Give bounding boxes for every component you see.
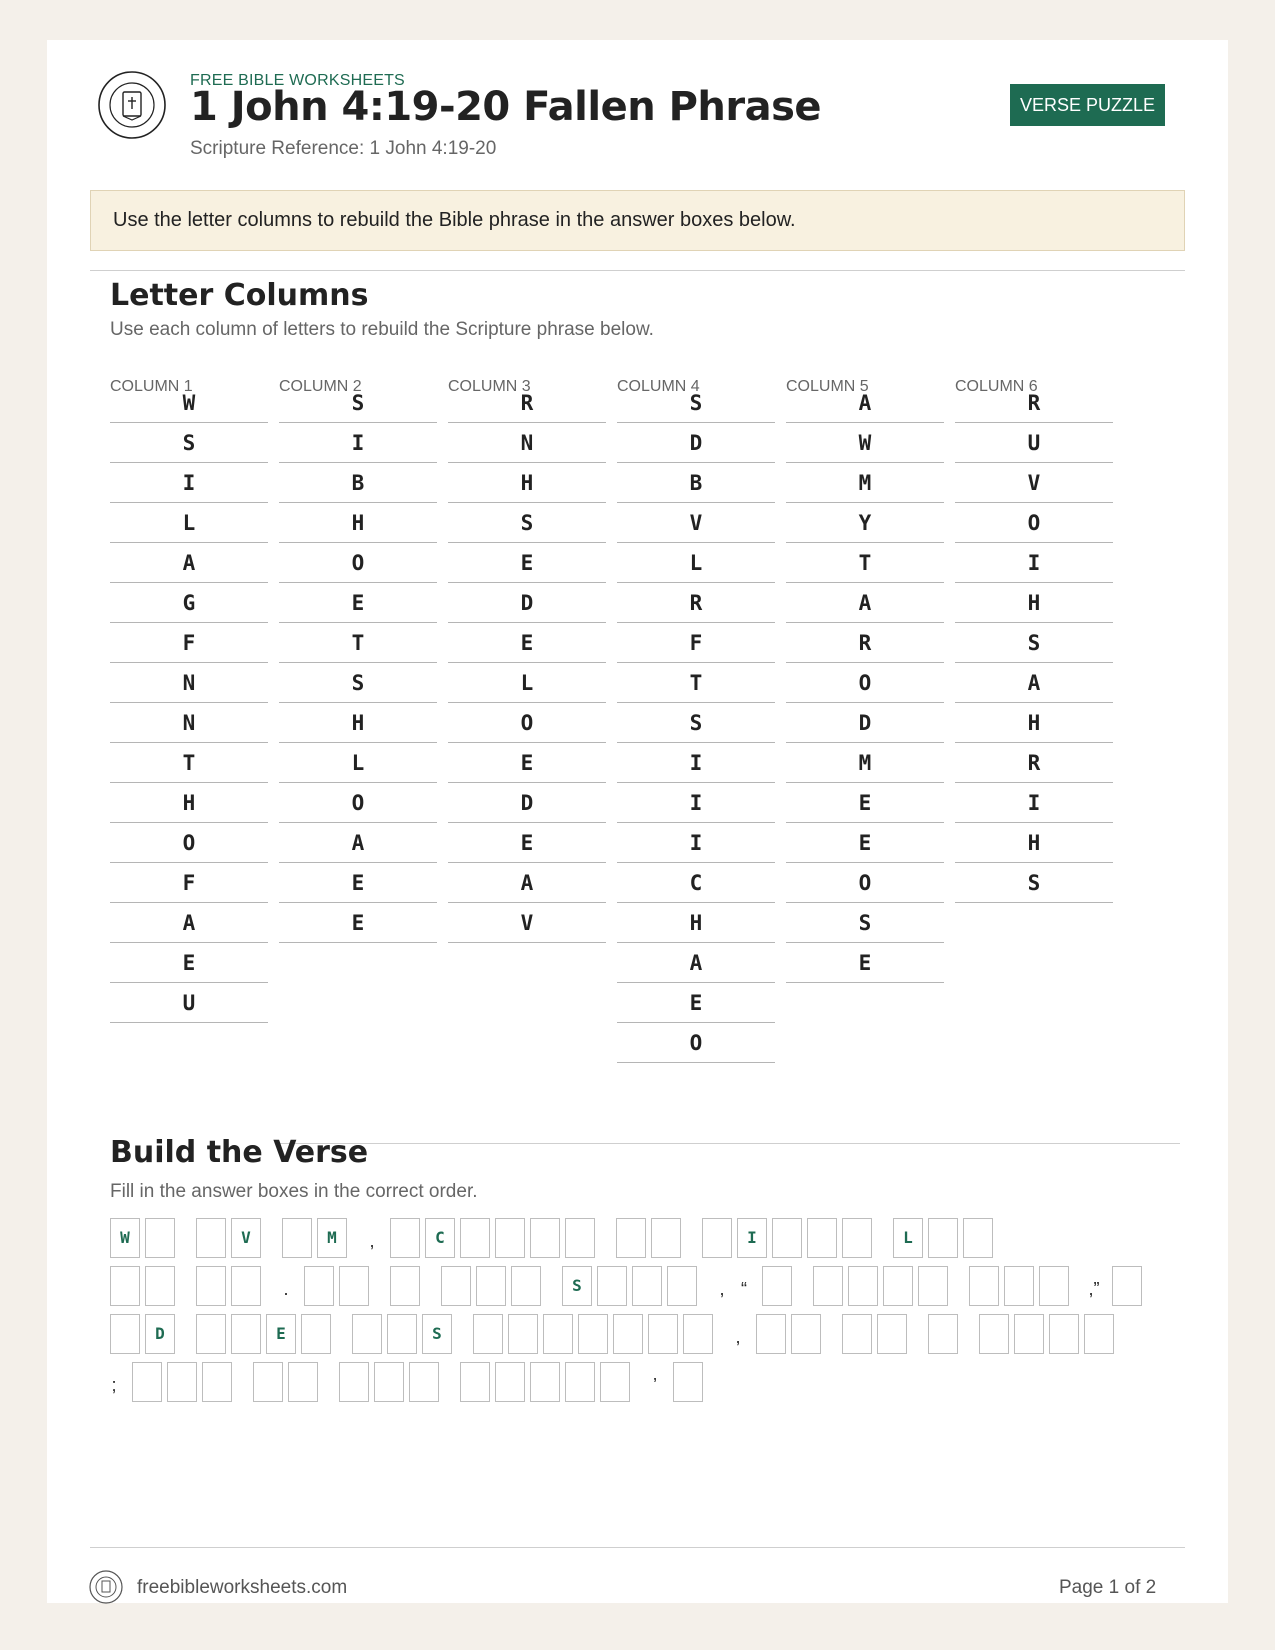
answer-box[interactable]: [145, 1218, 175, 1258]
answer-box[interactable]: [1039, 1266, 1069, 1306]
column-letter: D: [448, 783, 606, 823]
column-letter: N: [110, 663, 268, 703]
column-letter: V: [955, 463, 1113, 503]
column-letter: H: [955, 823, 1113, 863]
column-letter: T: [786, 543, 944, 583]
column-letter: M: [786, 743, 944, 783]
column-letter: A: [955, 663, 1113, 703]
column-letter: E: [448, 623, 606, 663]
column-letter: B: [617, 463, 775, 503]
answer-box[interactable]: [196, 1314, 226, 1354]
answer-box[interactable]: [616, 1218, 646, 1258]
answer-box[interactable]: [352, 1314, 382, 1354]
answer-box[interactable]: S: [422, 1314, 452, 1354]
column-letter: A: [617, 943, 775, 983]
answer-box[interactable]: C: [425, 1218, 455, 1258]
answer-box[interactable]: [842, 1218, 872, 1258]
column-heading: COLUMN 1: [110, 378, 193, 395]
column-letter: R: [955, 743, 1113, 783]
column-letter: D: [448, 583, 606, 623]
column-letter: H: [279, 703, 437, 743]
answer-box[interactable]: [963, 1218, 993, 1258]
answer-box[interactable]: [673, 1362, 703, 1402]
instruction-box: Use the letter columns to rebuild the Bible phrase in the answer boxes below.: [90, 190, 1185, 251]
column-letter: A: [110, 543, 268, 583]
column-letter: U: [955, 423, 1113, 463]
answer-box[interactable]: D: [145, 1314, 175, 1354]
answer-box[interactable]: [374, 1362, 404, 1402]
column-letter: E: [279, 583, 437, 623]
column-letter: S: [110, 423, 268, 463]
column-letter: N: [448, 423, 606, 463]
answer-box[interactable]: [511, 1266, 541, 1306]
answer-box[interactable]: [883, 1266, 913, 1306]
column-letter: S: [279, 663, 437, 703]
column-letter: A: [110, 903, 268, 943]
logo: [97, 70, 167, 140]
answer-box[interactable]: L: [893, 1218, 923, 1258]
footer-logo-seal-icon: [89, 1570, 123, 1604]
answer-box[interactable]: [1084, 1314, 1114, 1354]
answer-box[interactable]: [543, 1314, 573, 1354]
answer-box[interactable]: [1004, 1266, 1034, 1306]
column-letter: T: [110, 743, 268, 783]
answer-box[interactable]: [813, 1266, 843, 1306]
answer-box[interactable]: [476, 1266, 506, 1306]
answer-box[interactable]: [1112, 1266, 1142, 1306]
answer-box[interactable]: [132, 1362, 162, 1402]
column-letter: R: [786, 623, 944, 663]
answer-box[interactable]: [301, 1314, 331, 1354]
column-letter: O: [786, 663, 944, 703]
answer-box[interactable]: [578, 1314, 608, 1354]
column-letter: I: [617, 783, 775, 823]
column-letter: I: [110, 463, 268, 503]
column-heading: COLUMN 3: [448, 378, 531, 395]
answer-box[interactable]: [282, 1218, 312, 1258]
answer-box[interactable]: [196, 1266, 226, 1306]
answer-box[interactable]: [508, 1314, 538, 1354]
answer-box[interactable]: [1014, 1314, 1044, 1354]
punctuation: ,: [735, 1327, 741, 1347]
answer-box[interactable]: [683, 1314, 713, 1354]
divider: [277, 1143, 1180, 1144]
answer-box[interactable]: [702, 1218, 732, 1258]
answer-box[interactable]: [167, 1362, 197, 1402]
column-letter: U: [110, 983, 268, 1023]
letter-columns-subtitle: Use each column of letters to rebuild the Scripture phrase below.: [110, 319, 654, 340]
answer-box[interactable]: [495, 1362, 525, 1402]
verse-puzzle-badge: VERSE PUZZLE: [1010, 84, 1165, 126]
answer-box[interactable]: [667, 1266, 697, 1306]
page-title: 1 John 4:19-20 Fallen Phrase: [190, 84, 822, 130]
answer-box[interactable]: V: [231, 1218, 261, 1258]
answer-box[interactable]: [473, 1314, 503, 1354]
column-letter: O: [448, 703, 606, 743]
column-letter: A: [279, 823, 437, 863]
column-letter: O: [786, 863, 944, 903]
answer-box[interactable]: [600, 1362, 630, 1402]
column-letter: C: [617, 863, 775, 903]
column-letter: M: [786, 463, 944, 503]
column-letter: H: [617, 903, 775, 943]
column-letter: S: [617, 703, 775, 743]
column-letter: R: [617, 583, 775, 623]
divider: [90, 270, 1185, 271]
column-letter: D: [617, 423, 775, 463]
column-letter: S: [955, 623, 1113, 663]
answer-box[interactable]: [756, 1314, 786, 1354]
build-verse-title: Build the Verse: [110, 1135, 369, 1170]
column-letter: G: [110, 583, 268, 623]
column-letter: E: [786, 943, 944, 983]
answer-box[interactable]: [339, 1362, 369, 1402]
column-letter: S: [786, 903, 944, 943]
column-heading: COLUMN 4: [617, 378, 700, 395]
punctuation: ,”: [1088, 1279, 1100, 1299]
answer-box[interactable]: I: [737, 1218, 767, 1258]
answer-box[interactable]: [231, 1266, 261, 1306]
answer-box[interactable]: [288, 1362, 318, 1402]
column-letter: A: [786, 583, 944, 623]
column-letter: L: [279, 743, 437, 783]
column-letter: W: [786, 423, 944, 463]
answer-box[interactable]: [145, 1266, 175, 1306]
column-letter: E: [279, 903, 437, 943]
punctuation: ,: [369, 1231, 375, 1251]
answer-box[interactable]: [460, 1218, 490, 1258]
column-letter: H: [110, 783, 268, 823]
answer-box[interactable]: [877, 1314, 907, 1354]
column-letter: L: [448, 663, 606, 703]
column-letter: I: [617, 743, 775, 783]
column-letter: O: [279, 543, 437, 583]
answer-box[interactable]: [565, 1362, 595, 1402]
column-letter: L: [110, 503, 268, 543]
answer-box[interactable]: [390, 1266, 420, 1306]
column-letter: R: [448, 383, 606, 423]
answer-box[interactable]: [565, 1218, 595, 1258]
answer-box[interactable]: [613, 1314, 643, 1354]
column-letter: S: [955, 863, 1113, 903]
answer-box[interactable]: [848, 1266, 878, 1306]
column-letter: D: [786, 703, 944, 743]
answer-box[interactable]: [110, 1266, 140, 1306]
column-letter: V: [448, 903, 606, 943]
column-letter: A: [786, 383, 944, 423]
column-letter: I: [617, 823, 775, 863]
column-letter: E: [110, 943, 268, 983]
footer-site: freebibleworksheets.com: [137, 1577, 348, 1598]
answer-box[interactable]: [530, 1362, 560, 1402]
answer-box[interactable]: [339, 1266, 369, 1306]
site-kicker: FREE BIBLE WORKSHEETS: [190, 72, 405, 89]
column-letter: A: [448, 863, 606, 903]
column-letter: H: [279, 503, 437, 543]
column-letter: S: [617, 383, 775, 423]
answer-box[interactable]: [390, 1218, 420, 1258]
column-letter: I: [955, 783, 1113, 823]
footer-logo: [89, 1570, 123, 1604]
answer-box[interactable]: [387, 1314, 417, 1354]
answer-box[interactable]: [196, 1218, 226, 1258]
footer-divider: [90, 1547, 1185, 1548]
column-heading: COLUMN 2: [279, 378, 362, 395]
column-letter: E: [617, 983, 775, 1023]
column-letter: I: [955, 543, 1113, 583]
answer-box[interactable]: [202, 1362, 232, 1402]
column-letter: S: [448, 503, 606, 543]
column-letter: L: [617, 543, 775, 583]
column-letter: V: [617, 503, 775, 543]
punctuation: ’: [653, 1375, 657, 1395]
answer-box[interactable]: [969, 1266, 999, 1306]
answer-box[interactable]: [842, 1314, 872, 1354]
punctuation: ,: [719, 1279, 725, 1299]
column-letter: O: [955, 503, 1113, 543]
column-letter: W: [110, 383, 268, 423]
answer-box[interactable]: [409, 1362, 439, 1402]
answer-box[interactable]: E: [266, 1314, 296, 1354]
column-letter: S: [279, 383, 437, 423]
answer-box[interactable]: [253, 1362, 283, 1402]
answer-box[interactable]: [231, 1314, 261, 1354]
answer-box[interactable]: [918, 1266, 948, 1306]
column-letter: E: [448, 743, 606, 783]
column-letter: N: [110, 703, 268, 743]
answer-box[interactable]: [762, 1266, 792, 1306]
punctuation: .: [283, 1279, 289, 1299]
punctuation: ;: [111, 1375, 117, 1395]
column-letter: T: [279, 623, 437, 663]
column-heading: COLUMN 5: [786, 378, 869, 395]
column-letter: E: [786, 823, 944, 863]
column-letter: H: [955, 583, 1113, 623]
column-letter: T: [617, 663, 775, 703]
punctuation: “: [741, 1279, 747, 1299]
column-letter: H: [955, 703, 1113, 743]
build-verse-subtitle: Fill in the answer boxes in the correct order.: [110, 1181, 478, 1202]
column-heading: COLUMN 6: [955, 378, 1038, 395]
answer-box[interactable]: [597, 1266, 627, 1306]
letter-columns-title: Letter Columns: [110, 278, 369, 313]
column-letter: O: [110, 823, 268, 863]
answer-box[interactable]: [772, 1218, 802, 1258]
answer-box[interactable]: [110, 1314, 140, 1354]
column-letter: F: [110, 623, 268, 663]
column-letter: H: [448, 463, 606, 503]
column-letter: O: [279, 783, 437, 823]
answer-box[interactable]: [928, 1218, 958, 1258]
column-letter: Y: [786, 503, 944, 543]
column-letter: F: [617, 623, 775, 663]
column-letter: R: [955, 383, 1113, 423]
worksheet-page: [47, 40, 1228, 1603]
answer-box[interactable]: [495, 1218, 525, 1258]
answer-box[interactable]: [651, 1218, 681, 1258]
scripture-reference: Scripture Reference: 1 John 4:19-20: [190, 138, 497, 159]
answer-box[interactable]: [632, 1266, 662, 1306]
answer-box[interactable]: [648, 1314, 678, 1354]
answer-box[interactable]: [791, 1314, 821, 1354]
answer-box[interactable]: [304, 1266, 334, 1306]
column-letter: E: [786, 783, 944, 823]
page-number: Page 1 of 2: [1059, 1577, 1157, 1598]
answer-box[interactable]: [979, 1314, 1009, 1354]
answer-box[interactable]: S: [562, 1266, 592, 1306]
answer-box[interactable]: [928, 1314, 958, 1354]
answer-box[interactable]: [807, 1218, 837, 1258]
answer-box[interactable]: M: [317, 1218, 347, 1258]
logo-seal-icon: [97, 70, 167, 140]
answer-box[interactable]: [1049, 1314, 1079, 1354]
answer-box[interactable]: [441, 1266, 471, 1306]
column-letter: E: [448, 823, 606, 863]
column-letter: F: [110, 863, 268, 903]
column-letter: B: [279, 463, 437, 503]
answer-box[interactable]: W: [110, 1218, 140, 1258]
column-letter: E: [279, 863, 437, 903]
answer-box[interactable]: [460, 1362, 490, 1402]
column-letter: I: [279, 423, 437, 463]
answer-box[interactable]: [530, 1218, 560, 1258]
column-letter: E: [448, 543, 606, 583]
column-letter: O: [617, 1023, 775, 1063]
